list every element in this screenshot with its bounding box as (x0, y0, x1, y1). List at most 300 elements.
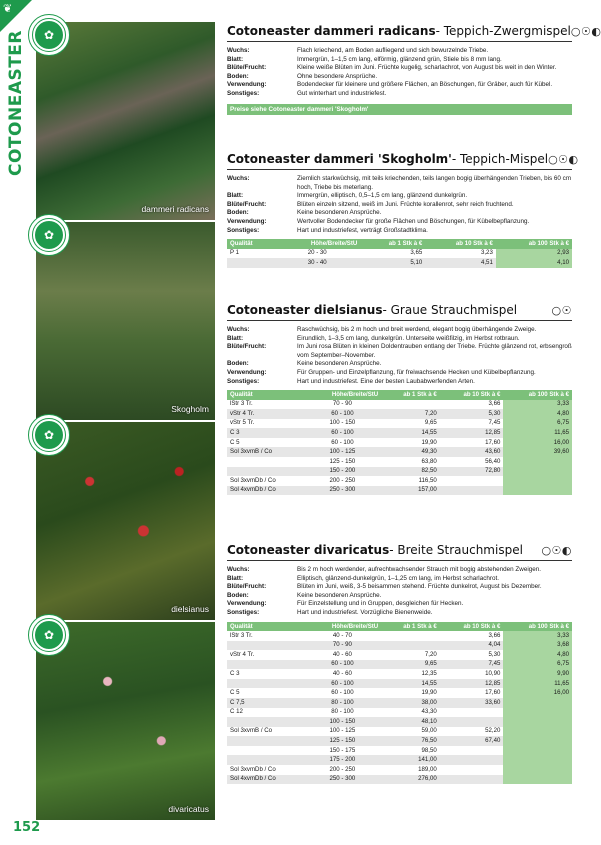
table-cell: C 5 (227, 688, 304, 698)
info-key: Blüte/Frucht: (227, 200, 267, 208)
table-cell (503, 698, 572, 708)
table-cell (227, 660, 304, 670)
table-cell: 40 - 60 (304, 669, 382, 679)
table-cell: lStr 3 Tr. (227, 400, 304, 410)
bee-badge-icon: ✿ (28, 414, 70, 456)
table-cell: 43,30 (381, 708, 440, 718)
info-key: Blatt: (227, 55, 244, 63)
photo-caption: dammeri radicans (141, 204, 209, 214)
table-cell: 98,50 (381, 746, 440, 756)
table-cell (227, 755, 304, 765)
table-row (227, 438, 572, 448)
title-rule (227, 320, 572, 321)
table-row (227, 775, 572, 785)
info-value: Immergrün, elliptisch, 0,5–1,5 cm lang, glänzend dunkelgrün. (297, 192, 468, 200)
info-key: Boden: (227, 360, 249, 368)
table-cell: 72,80 (440, 467, 504, 477)
table-cell: 250 - 300 (304, 775, 382, 785)
table-cell: 100 - 125 (304, 447, 382, 457)
table-cell (503, 765, 572, 775)
table-cell: 189,00 (381, 765, 440, 775)
table-cell: 11,65 (503, 679, 572, 689)
info-value: Eirundlich, 1–3,5 cm lang, dunkelgrün. Unterseite weißfilzig, im Herbst rotbraun. (297, 334, 520, 342)
info-value: Bis 2 m hoch werdender, aufrechtwachsender Strauch mit bogig abstehenden Zweigen. (297, 566, 541, 573)
info-row (227, 90, 572, 99)
side-title: COTONEASTER (6, 30, 26, 177)
table-cell: vStr 5 Tr. (227, 419, 304, 429)
table-cell: 80 - 100 (304, 708, 382, 718)
table-cell: 157,00 (381, 486, 440, 496)
info-row (227, 369, 572, 378)
table-cell (503, 476, 572, 486)
table-cell (503, 457, 572, 467)
product-title (227, 303, 572, 317)
header-p100: ab 100 Stk à € (496, 239, 572, 248)
info-value: Kleine weiße Blüten im Juni. Früchte kugelig, scharlachrot, von August bis weit in den Winter. (297, 64, 557, 72)
info-row (227, 609, 572, 618)
info-list (227, 47, 572, 99)
table-cell: 100 - 150 (304, 419, 382, 429)
info-key: Verwendung: (227, 368, 267, 376)
table-row (227, 258, 572, 268)
info-row (227, 56, 572, 65)
table-cell (381, 400, 440, 410)
table-cell: 60 - 100 (304, 409, 382, 419)
table-cell: 5,30 (440, 650, 504, 660)
table-cell: 3,66 (440, 631, 504, 641)
bee-badge-icon: ✿ (28, 14, 70, 56)
info-key: Blüte/Frucht: (227, 583, 267, 591)
info-key: Blüte/Frucht: (227, 343, 267, 351)
info-value: Hart und industriefest, verträgt Großstadtklima. (297, 226, 428, 234)
table-cell (503, 717, 572, 727)
info-key: Boden: (227, 591, 249, 599)
table-cell: 82,50 (381, 467, 440, 477)
info-key: Verwendung: (227, 600, 267, 608)
photo-caption: Skogholm (171, 404, 209, 414)
header-p1: ab 1 Stk à € (360, 239, 425, 248)
table-row (227, 400, 572, 410)
info-value: Keine besonderen Ansprüche. (297, 209, 382, 217)
table-cell: 33,60 (440, 698, 504, 708)
table-cell: 125 - 150 (304, 736, 382, 746)
product-title (227, 24, 601, 38)
table-cell: 38,00 (381, 698, 440, 708)
header-p1: ab 1 Stk à € (381, 622, 440, 631)
table-cell: 14,55 (381, 679, 440, 689)
product-subtitle: - Teppich-Mispel (451, 152, 549, 166)
header-quality: Qualität (227, 239, 274, 248)
table-cell: 10,90 (440, 669, 504, 679)
info-key: Sonstiges: (227, 608, 260, 616)
table-cell: 60 - 100 (304, 688, 382, 698)
info-key: Sonstiges: (227, 377, 260, 385)
table-cell: 19,90 (381, 438, 440, 448)
table-row (227, 727, 572, 737)
table-cell (503, 736, 572, 746)
table-cell: 80 - 100 (304, 698, 382, 708)
title-rule (227, 560, 572, 561)
table-cell: 70 - 90 (304, 400, 382, 410)
table-cell (381, 631, 440, 641)
info-key: Wuchs: (227, 566, 250, 573)
photo-dammeri-radicans (36, 22, 215, 220)
table-cell: 20 - 30 (274, 249, 360, 259)
table-cell: Sol 3xvmDb / Co (227, 476, 304, 486)
header-p10: ab 10 Stk à € (440, 390, 504, 399)
table-cell: 60 - 100 (304, 679, 382, 689)
table-row (227, 419, 572, 429)
table-cell (503, 708, 572, 718)
table-cell: 12,85 (440, 679, 504, 689)
info-row (227, 378, 572, 387)
info-value: Bodendecker für kleinere und größere Flächen, an Böschungen, für Gräber, auch für Kübel. (297, 81, 553, 89)
info-value: Gut winterhart und industriefest. (297, 89, 387, 97)
info-value: Keine besonderen Ansprüche. (297, 360, 382, 368)
info-row (227, 209, 572, 218)
product-subtitle: - Graue Strauchmispel (382, 303, 518, 317)
table-row (227, 717, 572, 727)
info-value: Raschwüchsig, bis 2 m hoch und breit werdend, elegant bogig überhängende Zweige. (297, 326, 537, 333)
title-rule (227, 41, 572, 42)
info-value: Ziemlich starkwüchsig, mit teils kriechenden, teils langen bogig überhängenden Trieben, bis 60 cm hoch, Triebe bis meterlang. (297, 175, 572, 191)
table-cell: 3,33 (503, 631, 572, 641)
info-row (227, 218, 572, 227)
info-row (227, 360, 572, 369)
table-cell: 4,51 (425, 258, 496, 268)
table-cell (503, 755, 572, 765)
info-key: Blatt: (227, 192, 244, 200)
table-cell: 14,55 (381, 428, 440, 438)
table-cell (503, 746, 572, 756)
table-cell: 70 - 90 (304, 641, 382, 651)
leaf-icon: ❦ (3, 2, 13, 15)
table-cell: 175 - 200 (304, 755, 382, 765)
info-value: Ohne besondere Ansprüche. (297, 72, 378, 80)
table-cell: 200 - 250 (304, 765, 382, 775)
product-name: Cotoneaster dammeri radicans (227, 24, 436, 38)
table-cell: 250 - 300 (304, 486, 382, 496)
table-cell: 60 - 100 (304, 438, 382, 448)
table-cell: 7,45 (440, 419, 504, 429)
info-value: Hart und industriefest. Eine der besten Laubabwerfenden Arten. (297, 377, 475, 385)
table-cell: 3,33 (503, 400, 572, 410)
table-cell: 100 - 125 (304, 727, 382, 737)
info-value: Wertvoller Bodendecker für große Flächen und Böschungen, für Kübelbepflanzung. (297, 217, 530, 225)
section-dielsianus (227, 303, 572, 495)
light-symbols-icon: ○☉◐ (548, 152, 579, 166)
info-value: Im Juni rosa Blüten in kleinen Doldentrauben entlang der Triebe. Früchte glänzend rot, erbsengroß vom September–November. (297, 343, 572, 359)
info-row (227, 335, 572, 344)
table-cell: vStr 4 Tr. (227, 409, 304, 419)
bee-badge-icon: ✿ (28, 614, 70, 656)
table-cell: 63,80 (381, 457, 440, 467)
info-key: Sonstiges: (227, 226, 260, 234)
table-cell: 9,90 (503, 669, 572, 679)
table-cell: 3,65 (360, 249, 425, 259)
table-cell (440, 486, 504, 496)
info-row (227, 566, 572, 575)
header-p100: ab 100 Stk à € (503, 390, 572, 399)
table-cell (440, 717, 504, 727)
info-key: Sonstiges: (227, 89, 260, 97)
table-row (227, 755, 572, 765)
info-row (227, 175, 572, 192)
section-dammeri-radicans (227, 24, 601, 115)
table-cell: C 12 (227, 708, 304, 718)
table-cell: 141,00 (381, 755, 440, 765)
table-cell: 150 - 200 (304, 467, 382, 477)
table-cell: 19,90 (381, 688, 440, 698)
table-row (227, 669, 572, 679)
table-cell (503, 775, 572, 785)
price-table (227, 622, 572, 785)
table-cell: Sol 4xvmDb / Co (227, 486, 304, 496)
section-divaricatus (227, 543, 572, 784)
info-row (227, 201, 572, 210)
table-cell: 276,00 (381, 775, 440, 785)
photo-skogholm (36, 222, 215, 420)
table-row (227, 641, 572, 651)
table-cell: 9,65 (381, 419, 440, 429)
table-row (227, 746, 572, 756)
photo-divaricatus (36, 622, 215, 820)
header-quality: Qualität (227, 622, 304, 631)
table-row (227, 650, 572, 660)
info-value: Immergrün, 1–1,5 cm lang, elförmig, glänzend grün, Stiele bis 8 mm lang. (297, 55, 502, 63)
table-cell: 12,35 (381, 669, 440, 679)
table-cell: 3,23 (425, 249, 496, 259)
table-cell (227, 467, 304, 477)
header-size: Höhe/Breite/StU (304, 622, 382, 631)
table-cell (440, 765, 504, 775)
table-cell: lStr 3 Tr. (227, 631, 304, 641)
info-value: Blüten einzeln sitzend, weiß im Juni. Früchte korallenrot, sehr reich fruchtend. (297, 200, 514, 208)
info-value: Für Einzelstellung und in Gruppen, desgleichen für Hecken. (297, 600, 464, 608)
table-cell: 43,60 (440, 447, 504, 457)
page-number: 152 (13, 820, 41, 835)
table-cell (227, 736, 304, 746)
header-p1: ab 1 Stk à € (381, 390, 440, 399)
table-cell: 100 - 150 (304, 717, 382, 727)
table-cell (227, 258, 274, 268)
table-cell (381, 641, 440, 651)
table-row (227, 457, 572, 467)
info-list (227, 326, 572, 386)
table-cell: 17,60 (440, 438, 504, 448)
table-row (227, 736, 572, 746)
table-cell: 52,20 (440, 727, 504, 737)
table-row (227, 679, 572, 689)
price-table (227, 239, 572, 268)
table-cell: 40 - 70 (304, 631, 382, 641)
table-row (227, 660, 572, 670)
info-row (227, 575, 572, 584)
table-cell (440, 746, 504, 756)
light-symbols-icon: ○☉ (551, 303, 572, 317)
info-value: Hart und industriefest. Vorzügliche Bienenweide. (297, 608, 433, 616)
light-symbols-icon: ○☉◐ (541, 543, 572, 557)
table-cell: 30 - 40 (274, 258, 360, 268)
table-cell (227, 457, 304, 467)
table-cell: 16,00 (503, 688, 572, 698)
table-cell: C 3 (227, 669, 304, 679)
table-cell: 48,10 (381, 717, 440, 727)
table-row (227, 688, 572, 698)
table-cell: Sol 3xvmDb / Co (227, 765, 304, 775)
info-value: Flach kriechend, am Boden aufliegend und sich bewurzelnde Triebe. (297, 47, 489, 54)
table-cell: Sol 4xvmDb / Co (227, 775, 304, 785)
info-row (227, 192, 572, 201)
photo-caption: divaricatus (168, 804, 209, 814)
table-cell (440, 708, 504, 718)
table-cell: 49,30 (381, 447, 440, 457)
table-cell (440, 775, 504, 785)
table-cell: 200 - 250 (304, 476, 382, 486)
info-key: Wuchs: (227, 175, 250, 182)
table-row (227, 467, 572, 477)
table-cell: 5,10 (360, 258, 425, 268)
table-cell: Sol 3xvmB / Co (227, 727, 304, 737)
info-key: Wuchs: (227, 326, 250, 333)
table-cell (503, 727, 572, 737)
table-row (227, 447, 572, 457)
info-value: Für Gruppen- und Einzelpflanzung, für freiwachsende Hecken und Kübelbepflanzung. (297, 368, 536, 376)
table-row (227, 428, 572, 438)
info-row (227, 47, 572, 56)
info-value: Elliptisch, glänzend-dunkelgrün, 1–1,25 cm lang, im Herbst scharlachrot. (297, 574, 499, 582)
table-row (227, 409, 572, 419)
table-cell (440, 476, 504, 486)
table-cell: 40 - 60 (304, 650, 382, 660)
section-skogholm (227, 152, 579, 268)
table-cell: 125 - 150 (304, 457, 382, 467)
table-cell (503, 486, 572, 496)
header-quality: Qualität (227, 390, 304, 399)
table-row (227, 631, 572, 641)
table-cell: 7,45 (440, 660, 504, 670)
info-row (227, 592, 572, 601)
table-cell: 3,68 (503, 641, 572, 651)
photo-dielsianus (36, 422, 215, 620)
table-cell: 12,85 (440, 428, 504, 438)
info-row (227, 583, 572, 592)
header-p10: ab 10 Stk à € (440, 622, 504, 631)
info-value: Keine besonderen Ansprüche. (297, 591, 382, 599)
table-cell (227, 746, 304, 756)
table-cell: 2,93 (496, 249, 572, 259)
table-cell (440, 755, 504, 765)
table-cell: 116,50 (381, 476, 440, 486)
table-row (227, 708, 572, 718)
info-row (227, 600, 572, 609)
table-row (227, 765, 572, 775)
price-table (227, 390, 572, 495)
table-cell: 6,75 (503, 660, 572, 670)
table-cell: C 5 (227, 438, 304, 448)
table-cell: 6,75 (503, 419, 572, 429)
table-cell: Sol 3xvmB / Co (227, 447, 304, 457)
product-name: Cotoneaster divaricatus (227, 543, 390, 557)
table-cell: 39,60 (503, 447, 572, 457)
info-key: Boden: (227, 209, 249, 217)
header-p10: ab 10 Stk à € (425, 239, 496, 248)
table-cell: 76,50 (381, 736, 440, 746)
table-cell: vStr 4 Tr. (227, 650, 304, 660)
product-name: Cotoneaster dammeri 'Skogholm' (227, 152, 452, 166)
info-value: Blüten im Juni, weiß, 3-5 beisammen stehend. Früchte dunkelrot, August bis Dezember. (297, 583, 542, 591)
table-cell: 16,00 (503, 438, 572, 448)
product-name: Cotoneaster dielsianus (227, 303, 383, 317)
info-key: Boden: (227, 72, 249, 80)
info-list (227, 566, 572, 618)
info-key: Verwendung: (227, 217, 267, 225)
table-cell: 60 - 100 (304, 428, 382, 438)
table-cell: 3,66 (440, 400, 504, 410)
table-cell: 17,60 (440, 688, 504, 698)
table-row (227, 486, 572, 496)
info-row (227, 81, 572, 90)
info-key: Blatt: (227, 334, 244, 342)
table-cell: C 3 (227, 428, 304, 438)
info-row (227, 64, 572, 73)
table-cell: C 7,5 (227, 698, 304, 708)
table-row (227, 698, 572, 708)
photo-caption: dielsianus (171, 604, 209, 614)
table-cell: 150 - 175 (304, 746, 382, 756)
header-p100: ab 100 Stk à € (503, 622, 572, 631)
info-row (227, 227, 572, 236)
table-cell: 4,10 (496, 258, 572, 268)
table-cell: 4,04 (440, 641, 504, 651)
info-key: Verwendung: (227, 81, 267, 89)
info-row (227, 343, 572, 360)
table-cell (227, 679, 304, 689)
table-cell: 9,65 (381, 660, 440, 670)
info-key: Wuchs: (227, 47, 250, 54)
light-symbols-icon: ○☉◐ (570, 24, 601, 38)
table-cell (503, 467, 572, 477)
info-row (227, 73, 572, 82)
table-cell: 67,40 (440, 736, 504, 746)
info-key: Blatt: (227, 574, 244, 582)
product-subtitle: - Teppich-Zwergmispel (435, 24, 571, 38)
table-row (227, 476, 572, 486)
product-title (227, 152, 579, 166)
table-cell: 60 - 100 (304, 660, 382, 670)
table-cell: 4,80 (503, 650, 572, 660)
table-cell: 56,40 (440, 457, 504, 467)
header-size: Höhe/Breite/StU (304, 390, 382, 399)
table-cell (227, 641, 304, 651)
table-cell: 4,80 (503, 409, 572, 419)
price-note: Preise siehe Cotoneaster dammeri 'Skogholm' (227, 104, 572, 115)
product-subtitle: - Breite Strauchmispel (389, 543, 523, 557)
table-cell: 7,20 (381, 409, 440, 419)
table-cell: 11,65 (503, 428, 572, 438)
title-rule (227, 169, 572, 170)
info-key: Blüte/Frucht: (227, 64, 267, 72)
bee-badge-icon: ✿ (28, 214, 70, 256)
table-cell: 7,20 (381, 650, 440, 660)
table-cell: P 1 (227, 249, 274, 259)
table-row (227, 249, 572, 259)
info-list (227, 175, 572, 235)
table-cell (227, 717, 304, 727)
product-title (227, 543, 572, 557)
table-cell: 5,30 (440, 409, 504, 419)
table-cell: 59,00 (381, 727, 440, 737)
